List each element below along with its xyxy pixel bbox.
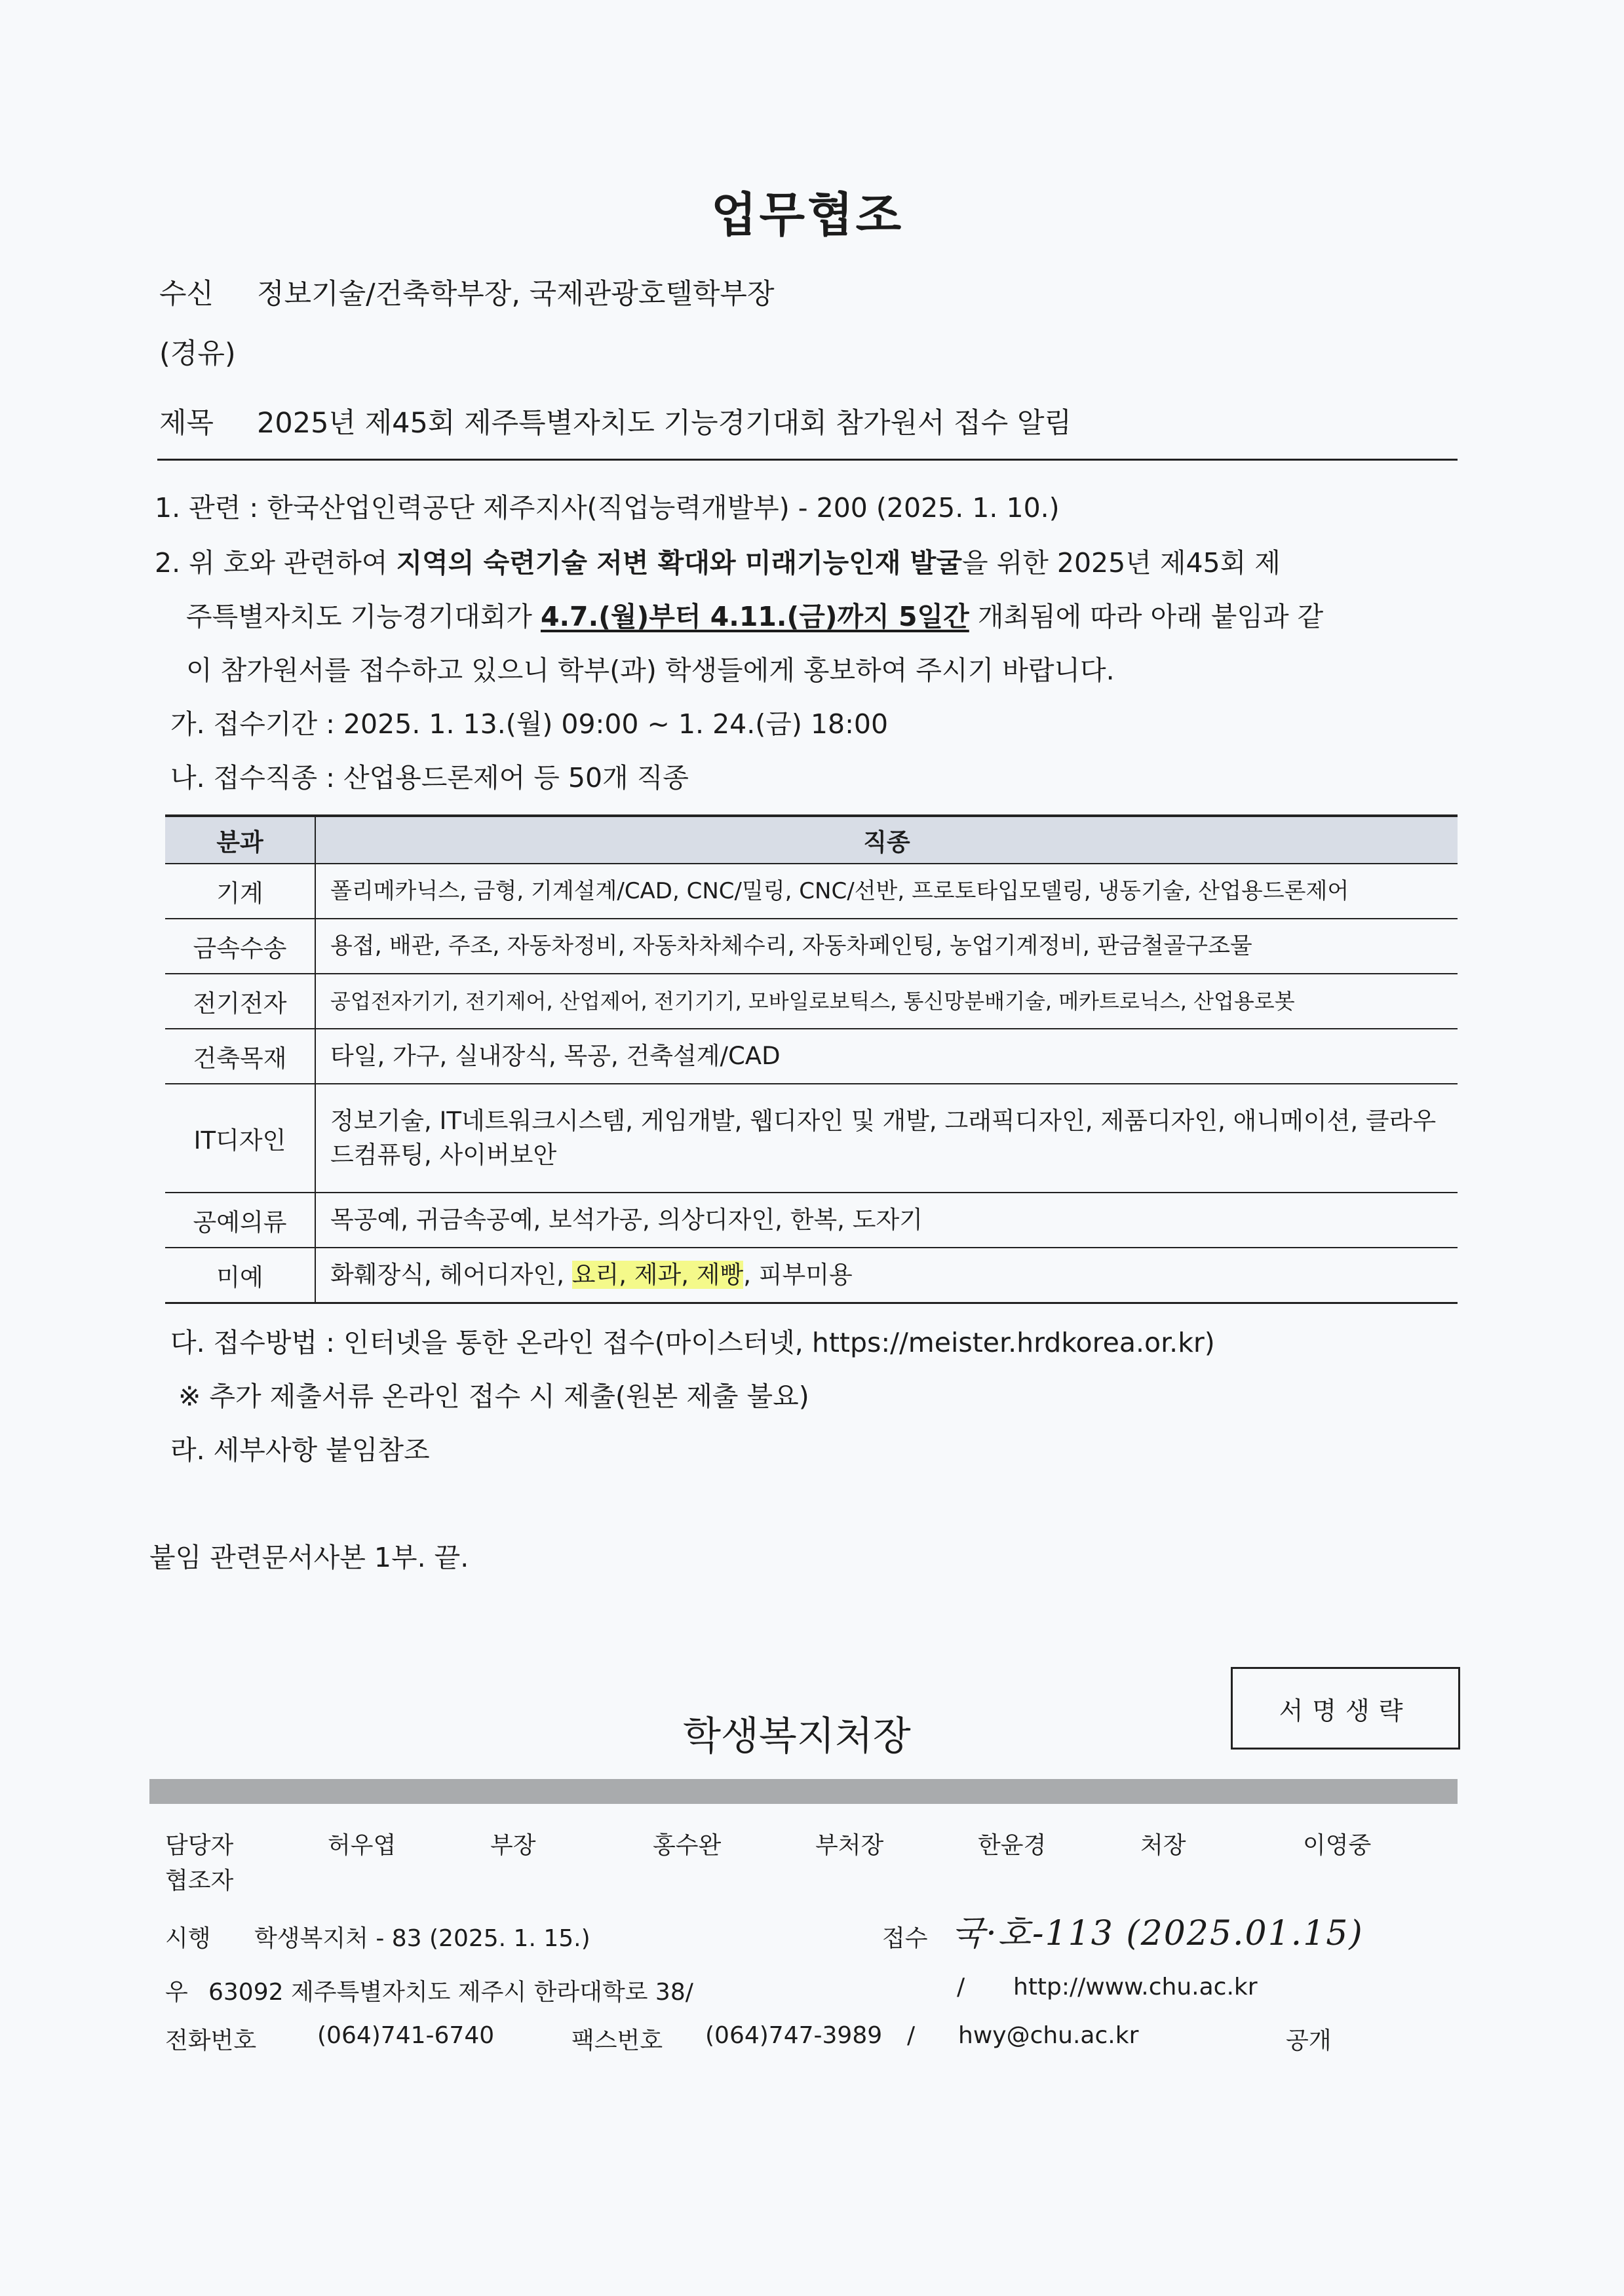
subject: 2025년 제45회 제주특별자치도 기능경기대회 참가원서 접수 알림: [257, 407, 1072, 440]
enforce: 학생복지처 - 83 (2025. 1. 15.): [254, 1925, 590, 1952]
url-separator: /: [957, 1974, 965, 2000]
table-cell-jobs: 목공예, 귀금속공예, 보석가공, 의상디자인, 한복, 도자기: [315, 1193, 1458, 1248]
item-1: 1. 관련 : 한국산업인력공단 제주지사(직업능력개발부) - 200 (2025. 1. 10.): [155, 492, 1060, 524]
staff-role: 부처장: [815, 1832, 884, 1859]
table-cell-jobs: 폴리메카닉스, 금형, 기계설계/CAD, CNC/밀링, CNC/선반, 프로토타입모델링, 냉동기술, 산업용드론제어: [315, 864, 1458, 919]
fax: (064)747-3989: [705, 2022, 883, 2049]
item-2-bold: 지역의 숙련기술 저변 확대와 미래기능인재 발굴: [396, 547, 962, 579]
staff-role: 담당자: [165, 1832, 234, 1859]
table-cell-category: 기계: [165, 864, 315, 919]
sub-na: 나. 접수직종 : 산업용드론제어 등 50개 직종: [170, 762, 689, 794]
table-cell-jobs: 용접, 배관, 주조, 자동차정비, 자동차차체수리, 자동차페인팅, 농업기계정비, 판금철골구조물: [315, 919, 1458, 974]
staff-name: 홍수완: [653, 1832, 722, 1859]
subject-label: 제목: [159, 407, 214, 440]
table-cell-jobs: 공업전자기기, 전기제어, 산업제어, 전기기기, 모바일로보틱스, 통신망분배기술, 메카트로닉스, 산업용로봇: [315, 974, 1458, 1029]
signature-omitted-box: 서명생략: [1231, 1667, 1460, 1750]
table-cell-jobs: 타일, 가구, 실내장식, 목공, 건축설계/CAD: [315, 1029, 1458, 1084]
address: 63092 제주특별자치도 제주시 한라대학로 38/: [208, 1979, 693, 2006]
attachment: 붙임 관련문서사본 1부. 끝.: [149, 1542, 469, 1573]
table-row: [165, 1084, 1458, 1193]
receipt-label: 접수: [882, 1925, 928, 1952]
disclosure: 공개: [1286, 2027, 1332, 2054]
table-cell-jobs: [315, 1248, 1458, 1303]
sub-ra: 라. 세부사항 붙임참조: [170, 1434, 430, 1466]
table-cell-category: 건축목재: [165, 1029, 315, 1084]
table-cell-category: 공예의류: [165, 1193, 315, 1248]
header-divider: [157, 459, 1458, 461]
recipient-label: 수신: [159, 278, 214, 311]
item-2-line-3: 이 참가원서를 접수하고 있으니 학부(과) 학생들에게 홍보하여 주시기 바랍니다.: [186, 655, 1115, 686]
email-link[interactable]: hwy@chu.ac.kr: [958, 2022, 1139, 2049]
table-row: [165, 974, 1458, 1029]
sub-ga: 가. 접수기간 : 2025. 1. 13.(월) 09:00 ~ 1. 24.(금) 18:00: [170, 708, 889, 740]
staff-role: 처장: [1140, 1832, 1186, 1859]
receipt-handwritten: 국·호-113 (2025.01.15): [952, 1914, 1364, 1953]
item-2-line-1: [155, 541, 1281, 580]
item-2-line-2-bold: 4.7.(월)부터 4.11.(금)까지 5일간: [540, 601, 969, 632]
table-cell-category: 미예: [165, 1248, 315, 1303]
table-row: [165, 864, 1458, 919]
website-link[interactable]: http://www.chu.ac.kr: [1013, 1974, 1258, 2000]
staff-name: 이영중: [1303, 1832, 1372, 1859]
table-header-jobs: 직종: [315, 816, 1458, 864]
footer-band: [149, 1779, 1458, 1804]
table-cell-jobs: 정보기술, IT네트워크시스템, 게임개발, 웹디자인 및 개발, 그래픽디자인, 제품디자인, 애니메이션, 클라우드컴퓨팅, 사이버보안: [315, 1084, 1458, 1193]
staff-name: 허우엽: [328, 1832, 396, 1859]
jobs-post: , 피부미용: [743, 1260, 853, 1289]
jobs-highlight: 요리, 제과, 제빵: [571, 1260, 744, 1289]
table-cell-category: IT디자인: [165, 1084, 315, 1193]
job-category-table: [165, 814, 1458, 1304]
staff-name: 한윤경: [978, 1832, 1047, 1859]
staff-role: 부장: [490, 1832, 536, 1859]
phone: (064)741-6740: [317, 2022, 495, 2049]
recipient: 정보기술/건축학부장, 국제관광호텔학부장: [257, 278, 775, 311]
table-header-row: [165, 816, 1458, 864]
table-header-category: 분과: [165, 816, 315, 864]
via-label: (경유): [159, 337, 236, 370]
table-row: [165, 919, 1458, 974]
item-2-line-2-pre: 주특별자치도 기능경기대회가: [186, 601, 541, 632]
issuer: 학생복지처장: [683, 1713, 911, 1759]
item-2-line-2-post: 개최됨에 따라 아래 붙임과 같: [969, 601, 1324, 632]
cooperator-label: 협조자: [165, 1867, 234, 1894]
note: ※ 추가 제출서류 온라인 접수 시 제출(원본 제출 불요): [178, 1381, 809, 1412]
jobs-pre: 화훼장식, 헤어디자인,: [330, 1260, 572, 1289]
postal-label: 우: [165, 1979, 188, 2006]
table-row: [165, 1248, 1458, 1303]
table-row: [165, 1193, 1458, 1248]
email-separator: /: [907, 2022, 916, 2049]
phone-label: 전화번호: [165, 2027, 257, 2054]
fax-label: 팩스번호: [571, 2027, 663, 2054]
enforce-label: 시행: [165, 1925, 211, 1952]
item-2-line-2: [186, 595, 1323, 634]
table-cell-category: 금속수송: [165, 919, 315, 974]
item-2-pre: 2. 위 호와 관련하여: [155, 547, 396, 579]
item-2-post: 을 위한 2025년 제45회 제: [962, 547, 1281, 579]
table-row: [165, 1029, 1458, 1084]
table-cell-category: 전기전자: [165, 974, 315, 1029]
document-title: 업무협조: [711, 187, 904, 242]
sub-da: 다. 접수방법 : 인터넷을 통한 온라인 접수(마이스터넷, https://meister.hrdkorea.or.kr): [170, 1327, 1215, 1358]
